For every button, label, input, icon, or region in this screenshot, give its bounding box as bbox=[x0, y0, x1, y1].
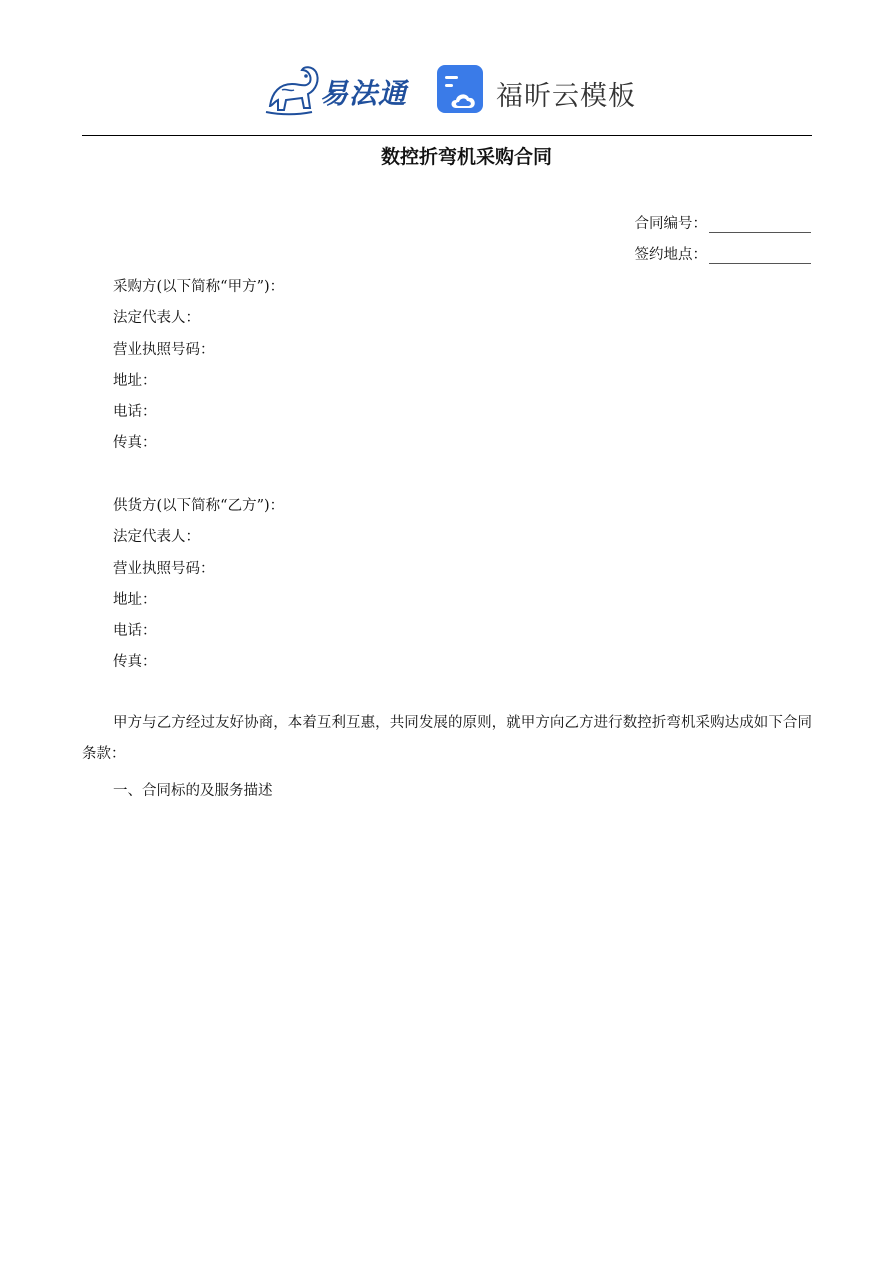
party-b-heading: 供货方(以下简称“乙方”)： bbox=[113, 498, 285, 514]
intro-paragraph: 甲方与乙方经过友好协商，本着互利互惠，共同发展的原则，就甲方向乙方进行数控折弯机采购达成如下合同条款： bbox=[82, 715, 812, 762]
party-a-phone: 电话： bbox=[113, 404, 157, 420]
yifatong-logo bbox=[262, 62, 422, 118]
header-logos bbox=[0, 60, 893, 120]
yifatong-logo-text: 易法通 bbox=[320, 77, 408, 110]
party-b-phone: 电话： bbox=[113, 623, 157, 639]
party-a-license-no: 营业执照号码： bbox=[113, 342, 215, 358]
qilin-mascot-icon bbox=[262, 62, 322, 118]
party-b-fax: 传真： bbox=[113, 654, 157, 670]
party-a-heading: 采购方(以下简称“甲方”)： bbox=[113, 279, 285, 295]
party-a-legal-rep: 法定代表人： bbox=[113, 310, 200, 326]
header-divider bbox=[82, 135, 812, 136]
party-a-address: 地址： bbox=[113, 373, 157, 389]
signing-place-blank[interactable] bbox=[709, 247, 811, 264]
fuxin-logo bbox=[436, 64, 646, 118]
signing-place-line bbox=[635, 243, 812, 264]
signing-place-label: 签约地点： bbox=[634, 247, 707, 263]
party-a-fax: 传真： bbox=[113, 435, 157, 451]
party-b-license-no: 营业执照号码： bbox=[113, 561, 215, 577]
contract-number-label: 合同编号： bbox=[634, 216, 707, 232]
cloud-document-icon bbox=[436, 64, 486, 116]
document-title: 数控折弯机采购合同 bbox=[380, 146, 552, 168]
contract-number-line bbox=[635, 212, 812, 233]
section-1-heading: 一、合同标的及服务描述 bbox=[113, 783, 273, 799]
contract-number-blank[interactable] bbox=[709, 216, 811, 233]
party-b-legal-rep: 法定代表人： bbox=[113, 529, 200, 545]
fuxin-logo-text: 福昕云模板 bbox=[496, 81, 636, 112]
party-b-address: 地址： bbox=[113, 592, 157, 608]
